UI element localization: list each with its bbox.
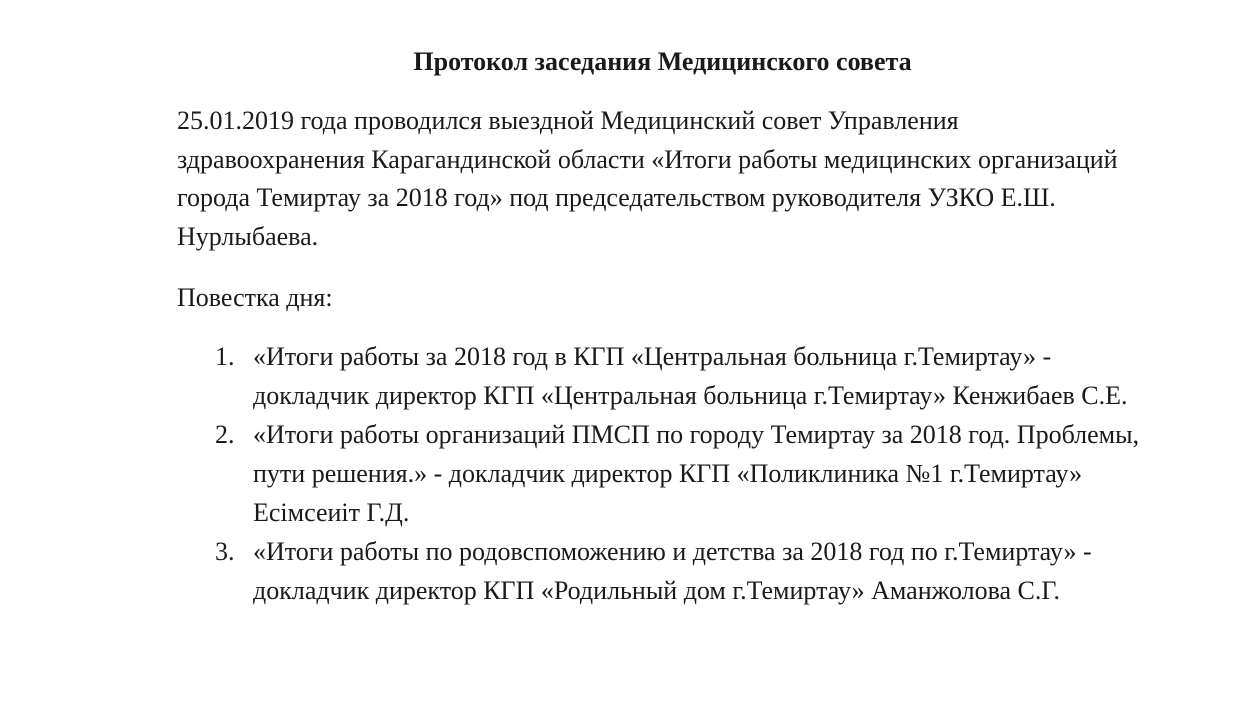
agenda-item-text: «Итоги работы по родовспоможению и детства за 2018 год по г.Темиртау» - докладчик директор КГП «Родильный дом г.Темиртау» Аманжолова С.Г. [253,537,1092,605]
agenda-item-text: «Итоги работы за 2018 год в КГП «Центральная больница г.Темиртау» - докладчик директор КГП «Центральная больница г.Темиртау» Кенжибаев С.Е. [253,342,1128,410]
document-title: Протокол заседания Медицинского совета [413,47,912,76]
agenda-item [177,532,1177,610]
agenda-item [177,337,1177,415]
agenda-list [177,337,1177,610]
agenda-item-number: 2. [215,420,235,449]
agenda-item-number: 1. [215,342,235,371]
agenda-item [177,415,1177,532]
agenda-item-number: 3. [215,537,235,566]
agenda-item-text: «Итоги работы организаций ПМСП по городу Темиртау за 2018 год. Проблемы, пути решения.» - докладчик директор КГП «Поликлиника №1 г.Темиртау» Есімсеиіт Г.Д. [253,420,1140,527]
intro-paragraph: 25.01.2019 года проводился выездной Медицинский совет Управления здравоохранения Карагандинской области «Итоги работы медицинских организаций города Темиртау за 2018 год» под председательством руководителя УЗКО Е.Ш. Нурлыбаева. [177,106,1118,252]
agenda-heading: Повестка дня: [177,283,333,312]
